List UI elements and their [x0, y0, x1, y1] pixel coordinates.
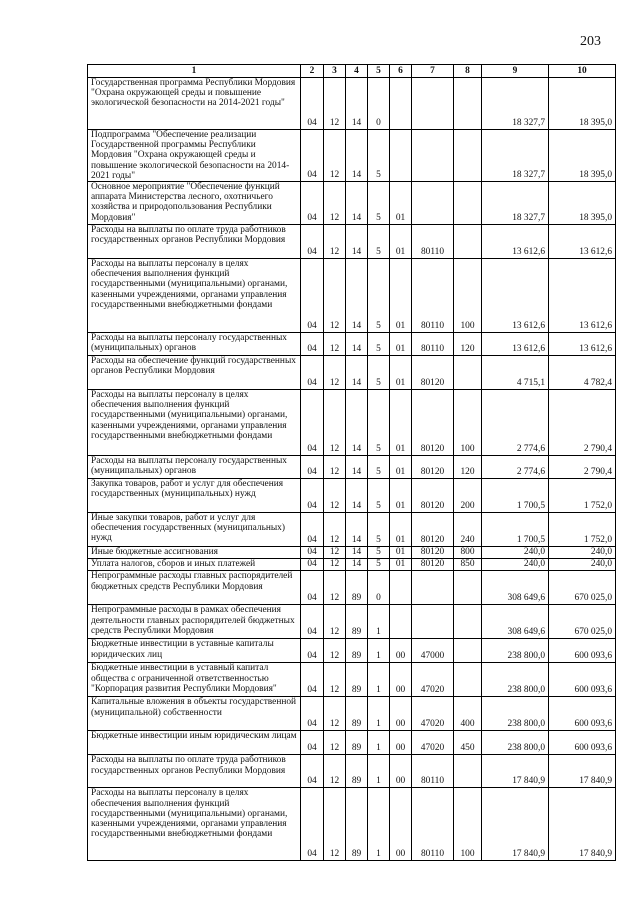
code-cell-col8: 100: [454, 390, 482, 456]
code-cell-col5: 1: [368, 731, 390, 755]
code-cell-col2: 04: [301, 182, 324, 225]
code-cell-col6: 00: [390, 755, 412, 788]
code-cell-col6: 01: [390, 513, 412, 547]
code-cell-col7: 47000: [412, 639, 454, 663]
code-cell-col2: 04: [301, 571, 324, 605]
amount-cell-col10: 600 093,6: [549, 697, 616, 731]
code-cell-col8: [454, 663, 482, 697]
table-row: [88, 571, 616, 605]
code-cell-col6: 00: [390, 663, 412, 697]
column-header-2: 2: [301, 65, 324, 78]
table-row: [88, 479, 616, 513]
amount-cell-col10: 1 752,0: [549, 513, 616, 547]
amount-cell-col9: 13 612,6: [482, 225, 549, 259]
code-cell-col3: 12: [324, 663, 346, 697]
amount-cell-col10: 18 395,0: [549, 78, 616, 130]
code-cell-col8: 450: [454, 731, 482, 755]
row-name-cell: Расходы на выплаты персоналу государственных (муниципальных) органов: [88, 456, 301, 479]
code-cell-col7: 80110: [412, 755, 454, 788]
code-cell-col5: 5: [368, 225, 390, 259]
code-cell-col6: [390, 571, 412, 605]
code-cell-col7: 80120: [412, 356, 454, 390]
code-cell-col8: [454, 605, 482, 639]
code-cell-col4: 89: [346, 755, 368, 788]
amount-cell-col10: 600 093,6: [549, 639, 616, 663]
row-name-cell: Бюджетные инвестиции в уставный капитал общества с ограниченной ответственностью "Корпорация развития Республики Мордовия": [88, 663, 301, 697]
code-cell-col2: 04: [301, 605, 324, 639]
code-cell-col2: 04: [301, 731, 324, 755]
amount-cell-col10: 240,0: [549, 547, 616, 559]
amount-cell-col10: 17 840,9: [549, 788, 616, 861]
code-cell-col2: 04: [301, 78, 324, 130]
code-cell-col7: [412, 130, 454, 182]
code-cell-col2: 04: [301, 513, 324, 547]
table-row: [88, 559, 616, 571]
table-row: [88, 456, 616, 479]
amount-cell-col9: 2 774,6: [482, 390, 549, 456]
code-cell-col7: [412, 78, 454, 130]
code-cell-col8: 200: [454, 479, 482, 513]
row-name-cell: Непрограммные расходы в рамках обеспечения деятельности главных распорядителей бюджетных средств Республики Мордовия: [88, 605, 301, 639]
row-name-cell: Расходы на выплаты персоналу государственных (муниципальных) органов: [88, 333, 301, 356]
row-name-cell: Расходы на обеспечение функций государственных органов Республики Мордовия: [88, 356, 301, 390]
code-cell-col7: [412, 571, 454, 605]
table-row: [88, 225, 616, 259]
amount-cell-col10: 670 025,0: [549, 571, 616, 605]
code-cell-col6: 00: [390, 731, 412, 755]
column-header-7: 7: [412, 65, 454, 78]
code-cell-col4: 14: [346, 356, 368, 390]
code-cell-col7: 47020: [412, 731, 454, 755]
code-cell-col5: 1: [368, 697, 390, 731]
code-cell-col5: 5: [368, 547, 390, 559]
code-cell-col8: [454, 182, 482, 225]
amount-cell-col10: 600 093,6: [549, 663, 616, 697]
code-cell-col6: 01: [390, 559, 412, 571]
amount-cell-col9: 17 840,9: [482, 755, 549, 788]
table-row: [88, 639, 616, 663]
code-cell-col7: 80120: [412, 559, 454, 571]
code-cell-col6: 00: [390, 697, 412, 731]
amount-cell-col10: 18 395,0: [549, 182, 616, 225]
code-cell-col7: 80110: [412, 225, 454, 259]
code-cell-col8: [454, 571, 482, 605]
amount-cell-col9: 18 327,7: [482, 78, 549, 130]
header-row: [88, 65, 616, 78]
code-cell-col7: 80120: [412, 456, 454, 479]
code-cell-col5: 5: [368, 513, 390, 547]
code-cell-col4: 14: [346, 479, 368, 513]
code-cell-col6: 01: [390, 356, 412, 390]
code-cell-col4: 14: [346, 130, 368, 182]
code-cell-col5: 5: [368, 259, 390, 333]
code-cell-col4: 89: [346, 788, 368, 861]
code-cell-col5: 5: [368, 333, 390, 356]
column-header-10: 10: [549, 65, 616, 78]
row-name-cell: Расходы на выплаты персоналу в целях обеспечения выполнения функций государственными (муниципальными) органами, казенными учреждениями, органами управления государственными внебюджетными фондами: [88, 788, 301, 861]
row-name-cell: Бюджетные инвестиции иным юридическим лицам: [88, 731, 301, 755]
amount-cell-col10: 600 093,6: [549, 731, 616, 755]
code-cell-col3: 12: [324, 731, 346, 755]
code-cell-col2: 04: [301, 479, 324, 513]
code-cell-col5: 1: [368, 605, 390, 639]
amount-cell-col10: 4 782,4: [549, 356, 616, 390]
code-cell-col3: 12: [324, 571, 346, 605]
table-body: [88, 78, 616, 861]
code-cell-col8: 120: [454, 456, 482, 479]
code-cell-col4: 89: [346, 571, 368, 605]
column-header-5: 5: [368, 65, 390, 78]
column-header-3: 3: [324, 65, 346, 78]
code-cell-col6: 01: [390, 479, 412, 513]
code-cell-col8: [454, 225, 482, 259]
amount-cell-col9: 238 800,0: [482, 731, 549, 755]
amount-cell-col9: 238 800,0: [482, 697, 549, 731]
row-name-cell: Основное мероприятие "Обеспечение функций аппарата Министерства лесного, охотничьего хозяйства и природопользования Республики Мордовия": [88, 182, 301, 225]
amount-cell-col10: 17 840,9: [549, 755, 616, 788]
code-cell-col2: 04: [301, 755, 324, 788]
row-name-cell: Закупка товаров, работ и услуг для обеспечения государственных (муниципальных) нужд: [88, 479, 301, 513]
code-cell-col2: 04: [301, 456, 324, 479]
code-cell-col3: 12: [324, 479, 346, 513]
code-cell-col3: 12: [324, 639, 346, 663]
code-cell-col2: 04: [301, 788, 324, 861]
code-cell-col5: 5: [368, 130, 390, 182]
budget-table: [87, 64, 616, 861]
amount-cell-col10: 2 790,4: [549, 456, 616, 479]
table-row: [88, 547, 616, 559]
code-cell-col3: 12: [324, 130, 346, 182]
table-header: [88, 65, 616, 78]
code-cell-col2: 04: [301, 356, 324, 390]
code-cell-col2: 04: [301, 697, 324, 731]
table-row: [88, 390, 616, 456]
table-row: [88, 130, 616, 182]
amount-cell-col9: 13 612,6: [482, 333, 549, 356]
table-row: [88, 333, 616, 356]
amount-cell-col10: 670 025,0: [549, 605, 616, 639]
code-cell-col5: 5: [368, 182, 390, 225]
code-cell-col6: 01: [390, 259, 412, 333]
code-cell-col8: [454, 356, 482, 390]
code-cell-col2: 04: [301, 547, 324, 559]
code-cell-col5: 1: [368, 639, 390, 663]
code-cell-col4: 14: [346, 78, 368, 130]
amount-cell-col10: 240,0: [549, 559, 616, 571]
code-cell-col8: 100: [454, 788, 482, 861]
code-cell-col2: 04: [301, 390, 324, 456]
code-cell-col2: 04: [301, 259, 324, 333]
amount-cell-col9: 1 700,5: [482, 479, 549, 513]
amount-cell-col9: 17 840,9: [482, 788, 549, 861]
column-header-8: 8: [454, 65, 482, 78]
amount-cell-col9: 1 700,5: [482, 513, 549, 547]
code-cell-col3: 12: [324, 182, 346, 225]
code-cell-col2: 04: [301, 663, 324, 697]
amount-cell-col9: 308 649,6: [482, 571, 549, 605]
row-name-cell: Расходы на выплаты персоналу в целях обеспечения выполнения функций государственными (муниципальными) органами, казенными учреждениями, органами управления государственными внебюджетными фондами: [88, 259, 301, 333]
code-cell-col6: 01: [390, 182, 412, 225]
table-row: [88, 78, 616, 130]
amount-cell-col9: 308 649,6: [482, 605, 549, 639]
code-cell-col8: 100: [454, 259, 482, 333]
code-cell-col4: 14: [346, 547, 368, 559]
table-row: [88, 755, 616, 788]
amount-cell-col9: 240,0: [482, 547, 549, 559]
code-cell-col6: 01: [390, 225, 412, 259]
code-cell-col3: 12: [324, 225, 346, 259]
code-cell-col6: 00: [390, 639, 412, 663]
code-cell-col4: 14: [346, 333, 368, 356]
code-cell-col5: 1: [368, 755, 390, 788]
column-header-4: 4: [346, 65, 368, 78]
amount-cell-col9: 238 800,0: [482, 639, 549, 663]
code-cell-col8: [454, 639, 482, 663]
amount-cell-col10: 18 395,0: [549, 130, 616, 182]
code-cell-col2: 04: [301, 333, 324, 356]
code-cell-col6: 01: [390, 333, 412, 356]
code-cell-col7: 80120: [412, 547, 454, 559]
row-name-cell: Иные бюджетные ассигнования: [88, 547, 301, 559]
code-cell-col2: 04: [301, 130, 324, 182]
code-cell-col8: 400: [454, 697, 482, 731]
table-row: [88, 513, 616, 547]
code-cell-col5: 1: [368, 663, 390, 697]
code-cell-col3: 12: [324, 788, 346, 861]
code-cell-col7: 47020: [412, 697, 454, 731]
code-cell-col6: 01: [390, 456, 412, 479]
code-cell-col5: 5: [368, 390, 390, 456]
code-cell-col7: 80110: [412, 259, 454, 333]
code-cell-col3: 12: [324, 356, 346, 390]
row-name-cell: Бюджетные инвестиции в уставные капиталы юридических лиц: [88, 639, 301, 663]
row-name-cell: Расходы на выплаты по оплате труда работников государственных органов Республики Мордовия: [88, 755, 301, 788]
code-cell-col3: 12: [324, 605, 346, 639]
table-row: [88, 788, 616, 861]
table-row: [88, 697, 616, 731]
amount-cell-col9: 240,0: [482, 559, 549, 571]
code-cell-col5: 1: [368, 788, 390, 861]
amount-cell-col9: 18 327,7: [482, 130, 549, 182]
row-name-cell: Расходы на выплаты по оплате труда работников государственных органов Республики Мордовия: [88, 225, 301, 259]
code-cell-col3: 12: [324, 390, 346, 456]
column-header-6: 6: [390, 65, 412, 78]
code-cell-col7: 80110: [412, 333, 454, 356]
code-cell-col3: 12: [324, 78, 346, 130]
table-row: [88, 731, 616, 755]
code-cell-col5: 5: [368, 479, 390, 513]
row-name-cell: Государственная программа Республики Мордовия "Охрана окружающей среды и повышение экологической безопасности на 2014-2021 годы": [88, 78, 301, 130]
code-cell-col5: 5: [368, 559, 390, 571]
row-name-cell: Расходы на выплаты персоналу в целях обеспечения выполнения функций государственными (муниципальными) органами, казенными учреждениями, органами управления государственными внебюджетными фондами: [88, 390, 301, 456]
amount-cell-col10: 13 612,6: [549, 225, 616, 259]
code-cell-col7: [412, 182, 454, 225]
code-cell-col4: 89: [346, 663, 368, 697]
code-cell-col7: [412, 605, 454, 639]
code-cell-col3: 12: [324, 697, 346, 731]
code-cell-col2: 04: [301, 225, 324, 259]
code-cell-col8: 240: [454, 513, 482, 547]
code-cell-col7: 80110: [412, 788, 454, 861]
code-cell-col7: 47020: [412, 663, 454, 697]
code-cell-col2: 04: [301, 639, 324, 663]
code-cell-col5: 5: [368, 456, 390, 479]
row-name-cell: Уплата налогов, сборов и иных платежей: [88, 559, 301, 571]
code-cell-col3: 12: [324, 559, 346, 571]
code-cell-col8: 120: [454, 333, 482, 356]
code-cell-col3: 12: [324, 259, 346, 333]
code-cell-col5: 0: [368, 571, 390, 605]
table-row: [88, 182, 616, 225]
code-cell-col4: 14: [346, 225, 368, 259]
code-cell-col4: 89: [346, 605, 368, 639]
code-cell-col6: [390, 130, 412, 182]
code-cell-col4: 14: [346, 513, 368, 547]
amount-cell-col9: 238 800,0: [482, 663, 549, 697]
code-cell-col7: 80120: [412, 479, 454, 513]
row-name-cell: Непрограммные расходы главных распорядителей бюджетных средств Республики Мордовия: [88, 571, 301, 605]
code-cell-col4: 89: [346, 731, 368, 755]
code-cell-col8: [454, 755, 482, 788]
code-cell-col4: 14: [346, 456, 368, 479]
code-cell-col4: 14: [346, 559, 368, 571]
amount-cell-col10: 13 612,6: [549, 259, 616, 333]
code-cell-col3: 12: [324, 513, 346, 547]
code-cell-col6: 01: [390, 390, 412, 456]
code-cell-col6: 01: [390, 547, 412, 559]
table-row: [88, 605, 616, 639]
amount-cell-col9: 2 774,6: [482, 456, 549, 479]
code-cell-col6: [390, 605, 412, 639]
table-row: [88, 259, 616, 333]
column-header-9: 9: [482, 65, 549, 78]
code-cell-col2: 04: [301, 559, 324, 571]
code-cell-col7: 80120: [412, 513, 454, 547]
amount-cell-col10: 1 752,0: [549, 479, 616, 513]
code-cell-col4: 89: [346, 639, 368, 663]
code-cell-col4: 14: [346, 182, 368, 225]
column-header-1: 1: [88, 65, 301, 78]
code-cell-col5: 0: [368, 78, 390, 130]
table-row: [88, 663, 616, 697]
code-cell-col5: 5: [368, 356, 390, 390]
amount-cell-col10: 13 612,6: [549, 333, 616, 356]
code-cell-col3: 12: [324, 333, 346, 356]
code-cell-col8: [454, 130, 482, 182]
code-cell-col8: [454, 78, 482, 130]
code-cell-col3: 12: [324, 547, 346, 559]
code-cell-col8: 800: [454, 547, 482, 559]
row-name-cell: Капитальные вложения в объекты государственной (муниципальной) собственности: [88, 697, 301, 731]
code-cell-col7: 80120: [412, 390, 454, 456]
code-cell-col8: 850: [454, 559, 482, 571]
code-cell-col4: 14: [346, 390, 368, 456]
code-cell-col4: 14: [346, 259, 368, 333]
code-cell-col6: [390, 78, 412, 130]
row-name-cell: Подпрограмма "Обеспечение реализации Государственной программы Республики Мордовия "Охрана окружающей среды и повышение экологической безопасности на 2014-2021 годы": [88, 130, 301, 182]
amount-cell-col10: 2 790,4: [549, 390, 616, 456]
table-row: [88, 356, 616, 390]
code-cell-col4: 89: [346, 697, 368, 731]
amount-cell-col9: 4 715,1: [482, 356, 549, 390]
code-cell-col3: 12: [324, 755, 346, 788]
code-cell-col6: 00: [390, 788, 412, 861]
page-number: 203: [580, 34, 601, 49]
amount-cell-col9: 13 612,6: [482, 259, 549, 333]
amount-cell-col9: 18 327,7: [482, 182, 549, 225]
row-name-cell: Иные закупки товаров, работ и услуг для обеспечения государственных (муниципальных) нужд: [88, 513, 301, 547]
code-cell-col3: 12: [324, 456, 346, 479]
